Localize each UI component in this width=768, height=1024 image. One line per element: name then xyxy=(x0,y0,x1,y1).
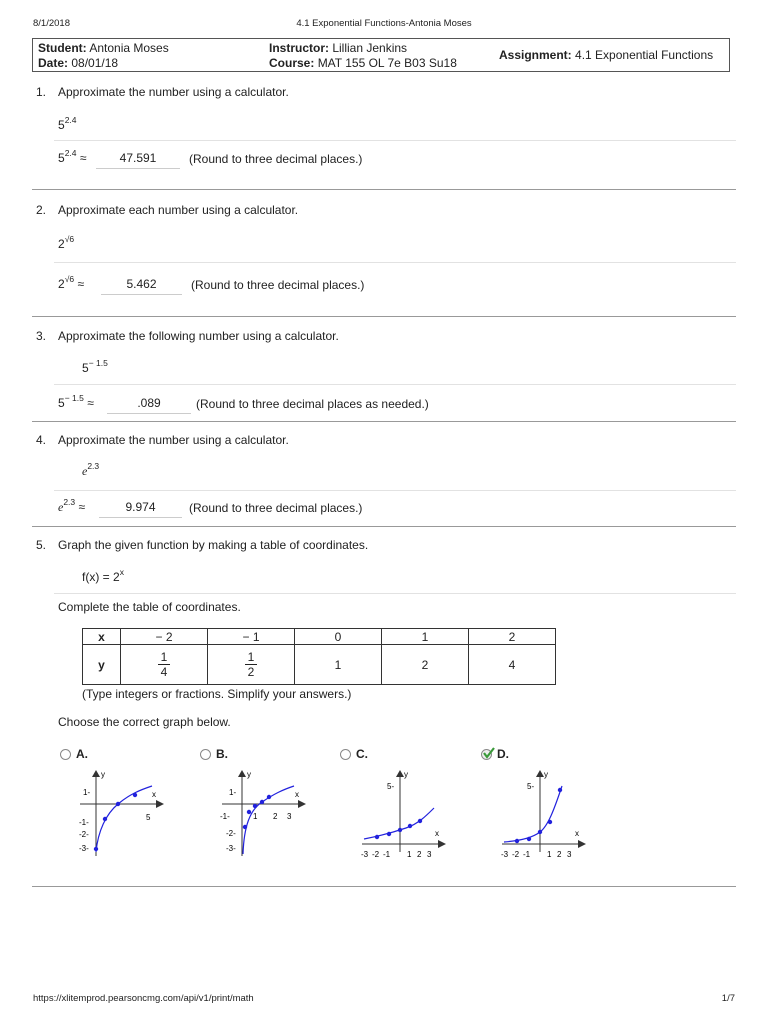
instructor-line: Instructor: Lillian Jenkins xyxy=(269,41,408,55)
question-4-prompt: 4. Approximate the number using a calculator. xyxy=(36,433,289,447)
question-2-prompt: 2. Approximate each number using a calculator. xyxy=(36,203,299,217)
question-1-prompt: 1. Approximate the number using a calculator. xyxy=(36,85,289,99)
svg-text:-2-: -2- xyxy=(226,829,236,838)
assignment-name: 4.1 Exponential Functions xyxy=(575,48,714,62)
svg-text:1: 1 xyxy=(407,850,412,859)
graph-prompt: Choose the correct graph below. xyxy=(58,715,231,729)
svg-text:-3-: -3- xyxy=(79,844,89,853)
print-date: 8/1/2018 xyxy=(33,18,70,29)
graph-point xyxy=(247,810,251,814)
svg-text:-3: -3 xyxy=(501,850,509,859)
svg-text:-1-: -1- xyxy=(79,818,89,827)
x-value: 1 xyxy=(382,629,469,645)
page-number: 1/7 xyxy=(721,993,735,1004)
svg-text:y: y xyxy=(101,770,105,779)
graph-point xyxy=(243,825,247,829)
graph-point xyxy=(387,832,391,836)
question-3-prompt: 3. Approximate the following number using a calculator. xyxy=(36,329,339,343)
graph-point xyxy=(558,788,562,792)
svg-text:x: x xyxy=(295,790,299,799)
question-2-answer-field[interactable]: 5.462 xyxy=(101,277,182,295)
assignment-line: Assignment: 4.1 Exponential Functions xyxy=(499,48,714,62)
graph-point xyxy=(94,847,98,851)
assignment-date: 08/01/18 xyxy=(71,56,119,70)
svg-text:1: 1 xyxy=(547,850,552,859)
print-title: 4.1 Exponential Functions-Antonia Moses xyxy=(296,18,472,29)
svg-text:-2: -2 xyxy=(372,850,380,859)
question-2-note: (Round to three decimal places.) xyxy=(191,278,365,292)
y-value-field[interactable]: $\frac{1}{2}$ xyxy=(208,645,295,685)
function-definition: $f(x) = 2^x$ xyxy=(82,567,124,584)
question-4-note: (Round to three decimal places.) xyxy=(189,501,363,515)
radio-button[interactable] xyxy=(481,749,492,760)
svg-text:3: 3 xyxy=(287,812,292,821)
graph-point xyxy=(375,835,379,839)
question-2-expression: $2^{√6}$ xyxy=(58,234,75,251)
svg-text:2: 2 xyxy=(557,850,562,859)
svg-text:-1: -1 xyxy=(523,850,531,859)
option-d[interactable]: D. xyxy=(481,747,509,761)
graph-a xyxy=(78,766,168,860)
course-line: Course: MAT 155 OL 7e B03 Su18 xyxy=(269,56,457,70)
graph-point xyxy=(253,804,257,808)
graph-point xyxy=(548,820,552,824)
table-instruction: Complete the table of coordinates. xyxy=(58,600,241,614)
instructor-name: Lillian Jenkins xyxy=(332,41,408,55)
graph-point xyxy=(260,800,264,804)
x-value: 2 xyxy=(469,629,556,645)
svg-text:5: 5 xyxy=(146,813,151,822)
question-3-note: (Round to three decimal places as needed.) xyxy=(196,397,429,411)
svg-text:1: 1 xyxy=(253,812,258,821)
graph-point xyxy=(527,837,531,841)
question-1-note: (Round to three decimal places.) xyxy=(189,152,363,166)
graph-b xyxy=(218,766,308,860)
question-1-expression: $5^{2.4}$ xyxy=(58,115,77,132)
question-3-answer-lhs: $5^{- 1.5}$ ≈ xyxy=(58,393,94,410)
checkmark-icon xyxy=(482,746,496,760)
student-name: Antonia Moses xyxy=(89,41,169,55)
x-value: − 2 xyxy=(121,629,208,645)
radio-button[interactable] xyxy=(60,749,71,760)
svg-text:5-: 5- xyxy=(527,782,535,791)
svg-text:y: y xyxy=(404,770,408,779)
svg-text:2: 2 xyxy=(273,812,278,821)
question-4-answer-field[interactable]: 9.974 xyxy=(99,500,182,518)
option-c[interactable]: C. xyxy=(340,747,368,761)
x-value: − 1 xyxy=(208,629,295,645)
graph-point xyxy=(408,824,412,828)
question-3-answer-field[interactable]: .089 xyxy=(107,396,191,414)
question-4-expression: $e^{2.3}$ xyxy=(82,461,100,478)
assignment-info-box xyxy=(32,38,730,72)
y-value-field[interactable]: 4 xyxy=(469,645,556,685)
svg-text:y: y xyxy=(544,770,548,779)
course-name: MAT 155 OL 7e B03 Su18 xyxy=(317,56,457,70)
graph-point xyxy=(103,817,107,821)
question-3-expression: $5^{- 1.5}$ xyxy=(82,358,108,375)
svg-text:-3: -3 xyxy=(361,850,369,859)
question-1-answer-field[interactable]: 47.591 xyxy=(96,151,180,169)
svg-text:x: x xyxy=(152,790,156,799)
graph-point xyxy=(116,802,120,806)
y-value-field[interactable]: 1 xyxy=(295,645,382,685)
radio-button[interactable] xyxy=(340,749,351,760)
svg-text:x: x xyxy=(575,829,579,838)
graph-c xyxy=(358,766,450,860)
y-header: y xyxy=(83,645,121,685)
graph-point xyxy=(418,819,422,823)
question-5-prompt: 5. Graph the given function by making a table of coordinates. xyxy=(36,538,369,552)
question-1-answer-lhs: $5^{2.4}$ ≈ xyxy=(58,148,87,165)
svg-text:y: y xyxy=(247,770,251,779)
x-value: 0 xyxy=(295,629,382,645)
graph-point xyxy=(538,830,542,834)
student-line: Student: Antonia Moses xyxy=(38,41,169,55)
radio-button[interactable] xyxy=(200,749,211,760)
graph-d xyxy=(498,766,590,860)
svg-text:-3-: -3- xyxy=(226,844,236,853)
svg-text:5-: 5- xyxy=(387,782,395,791)
graph-point xyxy=(515,839,519,843)
page-url: https://xlitemprod.pearsoncmg.com/api/v1/print/math xyxy=(33,993,254,1004)
coordinates-table xyxy=(82,628,556,685)
svg-text:1-: 1- xyxy=(83,788,91,797)
question-2-answer-lhs: $2^{√6}$ ≈ xyxy=(58,274,85,291)
svg-text:1-: 1- xyxy=(229,788,237,797)
x-header: x xyxy=(83,629,121,645)
question-4-answer-lhs: $e^{2.3}$ ≈ xyxy=(58,497,86,514)
graph-point xyxy=(267,795,271,799)
y-value-field[interactable]: $\frac{1}{4}$ xyxy=(121,645,208,685)
option-a[interactable]: A. xyxy=(60,747,88,761)
graph-point xyxy=(398,828,402,832)
option-b[interactable]: B. xyxy=(200,747,228,761)
svg-text:x: x xyxy=(435,829,439,838)
graph-point xyxy=(133,793,137,797)
date-line: Date: 08/01/18 xyxy=(38,56,119,70)
svg-text:-1: -1 xyxy=(383,850,391,859)
svg-text:-2: -2 xyxy=(512,850,520,859)
svg-text:3: 3 xyxy=(567,850,572,859)
y-value-field[interactable]: 2 xyxy=(382,645,469,685)
svg-text:-2-: -2- xyxy=(79,830,89,839)
table-hint: (Type integers or fractions. Simplify your answers.) xyxy=(82,687,352,701)
svg-text:3: 3 xyxy=(427,850,432,859)
svg-text:2: 2 xyxy=(417,850,422,859)
svg-text:-1-: -1- xyxy=(220,812,230,821)
